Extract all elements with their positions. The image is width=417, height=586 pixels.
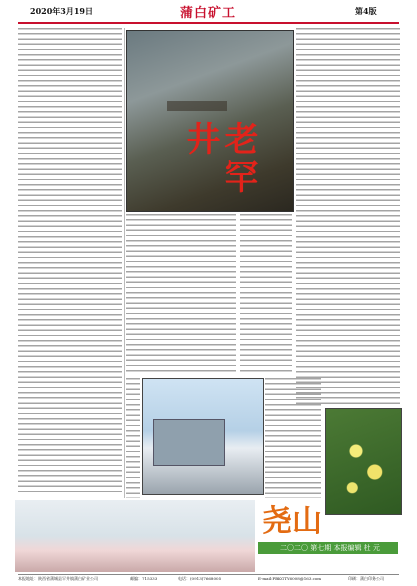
header-rule [18, 22, 399, 24]
column-divider [124, 28, 125, 498]
feature-title: 老罕井 [180, 121, 258, 197]
issue-banner-text: 二〇二〇 第七期 本报编辑 杜 元 [280, 544, 380, 552]
masthead-logo: 蒲白矿工 [180, 6, 237, 21]
blossom-photo [15, 500, 255, 572]
article-column-2 [126, 214, 236, 374]
footer-postcode: 邮编：715333 [130, 576, 158, 581]
issue-banner [258, 542, 398, 554]
article-column-5 [265, 378, 321, 498]
footer-address: 本报地址：陕西省蒲城县罕井镇蒲白矿业公司 [18, 576, 98, 581]
page-header [0, 0, 417, 22]
article-column-1 [18, 28, 122, 496]
footer-printer: 印刷：蒲白印务公司 [348, 576, 384, 581]
building-photo [142, 378, 264, 495]
building-shape [153, 419, 225, 466]
feature-photo-laohanjing [126, 30, 294, 212]
issue-date: 2020年3月19日 [30, 6, 93, 16]
article-column-4 [296, 28, 400, 404]
article-column-6 [126, 378, 140, 498]
article-column-3 [240, 214, 292, 374]
footer-phone: 电话：(0913)7668005 [178, 576, 222, 581]
page-footer [18, 574, 399, 583]
yaoshan-title: 尧山 [262, 504, 322, 539]
photo-detail [167, 101, 227, 111]
flower-photo [325, 408, 402, 515]
footer-email: E-mail:PBKGTY6008@163.com [258, 576, 322, 581]
page-number: 第4版 [355, 6, 377, 16]
